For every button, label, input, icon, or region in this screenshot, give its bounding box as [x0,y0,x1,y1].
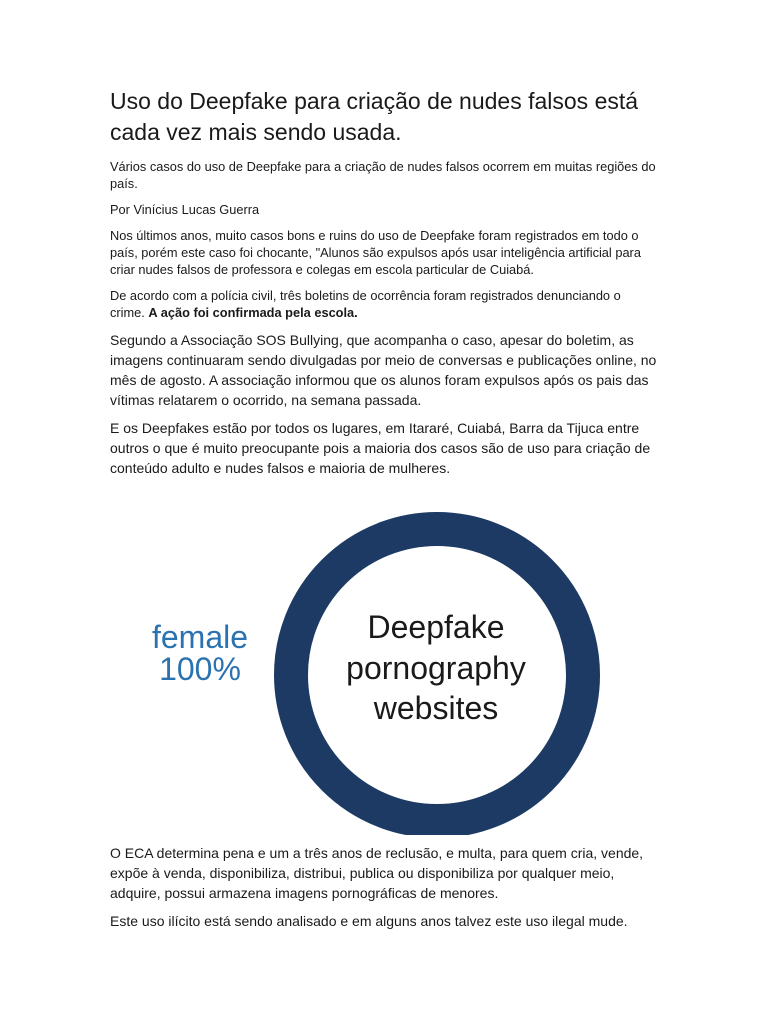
figure-label-female: female [151,619,249,655]
article-continued [110,843,658,939]
article-subtitle: Vários casos do uso de Deepfake para a criação de nudes falsos ocorrem em muitas regiões do país. [110,159,656,191]
figure-label-percent: 100% [159,651,241,687]
paragraph-6: Este uso ilícito está sendo analisado e em alguns anos talvez este uso ilegal mude. [110,913,628,929]
figure-graphic [120,505,620,835]
deepfake-figure [120,505,620,835]
figure-center-line-1: Deepfake [367,609,505,645]
article [110,86,658,486]
article-title: Uso do Deepfake para criação de nudes falsos está cada vez mais sendo usada. [110,88,639,145]
figure-center-line-2: pornography [346,650,526,686]
paragraph-2-text: De acordo com a polícia civil, três boletins de ocorrência foram registrados denunciando o crime. [110,288,621,320]
paragraph-4: E os Deepfakes estão por todos os lugares, em Itararé, Cuiabá, Barra da Tijuca entre outros o que é muito preocupante pois a maioria dos casos são de uso para criação de conteúdo adulto e nudes falsos e maioria de mulheres. [110,420,651,476]
paragraph-1: Nos últimos anos, muito casos bons e ruins do uso de Deepfake foram registrados em todo o país, porém este caso foi chocante, "Alunos são expulsos após usar inteligência artificial para criar nudes falsos de professora e colegas em escola particular de Cuiabá. [110,228,641,277]
paragraph-5: O ECA determina pena e um a três anos de reclusão, e multa, para quem cria, vende, expõe à venda, disponibiliza, distribui, publica ou disponibiliza por qualquer meio, adquire, possui armazena imagens pornográficas de menores. [110,845,644,901]
article-byline: Por Vinícius Lucas Guerra [110,202,260,217]
paragraph-2 [110,287,658,321]
figure-center-line-3: websites [373,690,499,726]
paragraph-2-bold: A ação foi confirmada pela escola. [148,305,358,320]
paragraph-3: Segundo a Associação SOS Bullying, que acompanha o caso, apesar do boletim, as imagens continuaram sendo divulgadas por meio de conversas e publicações online, no mês de agosto. A associação informou que os alunos foram expulsos após os pais das vítimas relatarem o ocorrido, na semana passada. [110,332,657,408]
